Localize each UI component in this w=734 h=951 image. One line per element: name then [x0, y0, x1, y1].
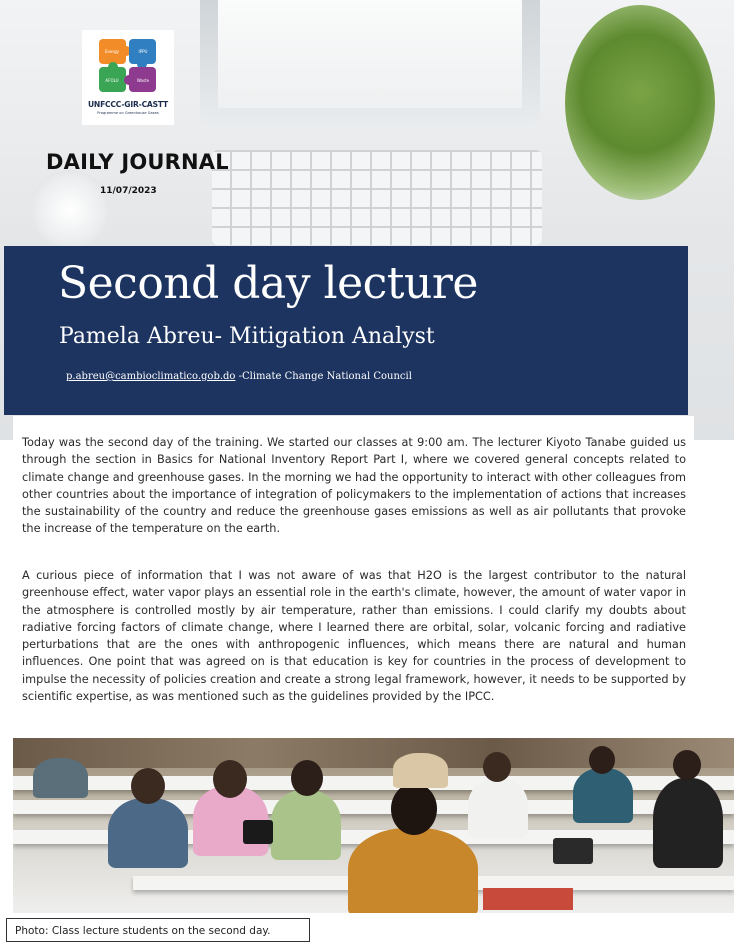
- photo-person-head: [673, 750, 701, 780]
- photo-person-head: [483, 752, 511, 782]
- puzzle-label-waste: Waste: [136, 78, 150, 83]
- photo-person-head: [131, 768, 165, 804]
- lecture-title: Second day lecture: [58, 258, 478, 309]
- author-email-link[interactable]: p.abreu@cambioclimatico.gob.do: [66, 371, 236, 382]
- plant-image: [565, 5, 715, 200]
- photo-person: [271, 790, 341, 860]
- logo-subtitle: Programme on Greenhouse Gases: [97, 111, 159, 115]
- photo-back-wall: [13, 738, 734, 768]
- photo-person-head: [291, 760, 323, 796]
- classroom-photo: [13, 738, 734, 913]
- title-banner: [4, 246, 688, 415]
- paragraph-1: Today was the second day of the training. We started our classes at 9:00 am. The lecturer Kiyoto Tanabe guided us through the section in Basics for National Inventory Report Part I, where we covered general concepts related to climate change and greenhouse gases. In the morning we had the opportunity to interact with other colleagues from other countries about the importance of integration of policymakers to the implementation of actions that increases the sustainability of the country and reduce the greenhouse gases emissions as well as air pollutants that provoke the increase of the temperature on the earth.: [22, 436, 686, 536]
- author-line: Pamela Abreu- Mitigation Analyst: [59, 324, 435, 349]
- contact-line: [66, 371, 412, 382]
- photo-laptop: [243, 820, 273, 844]
- laptop-image: [200, 0, 540, 125]
- photo-person-head: [213, 760, 247, 798]
- photo-person: [573, 768, 633, 823]
- mug-image: [30, 170, 110, 250]
- article-body: [13, 416, 694, 738]
- photo-person: [393, 753, 448, 788]
- unfccc-logo: [82, 30, 174, 125]
- photo-person: [468, 778, 528, 838]
- photo-red-folder: [483, 888, 573, 910]
- photo-person: [108, 798, 188, 868]
- photo-person-head: [391, 783, 437, 835]
- keyboard-image: [212, 150, 542, 245]
- photo-person: [653, 778, 723, 868]
- photo-person: [33, 758, 88, 798]
- photo-person-head: [589, 746, 615, 774]
- photo-person: [348, 828, 478, 913]
- puzzle-logo-icon: [96, 36, 160, 96]
- paragraph-2: A curious piece of information that I was not aware of was that H2O is the largest contributor to the natural greenhouse effect, water vapor plays an essential role in the earth's climate, however, the amount of water vapor in the atmosphere is controlled mostly by air temperature, rather than emissions. I could clarify my doubts about radiative forcing factors of climate change, where I learned there are orbital, solar, volcanic forcing and radiative perturbations that are the ones with anthropogenic influences, which means there are natural and human influences. One point that was agreed on is that education is key for countries in the process of development to impulse the necessity of policies creation and create a strong legal framework, however, it needs to be supported by scientific expertise, as was mentioned such as the guidelines provided by the IPCC.: [22, 569, 686, 704]
- laptop-screen-image: [218, 0, 522, 108]
- puzzle-label-ippu: IPPU: [138, 49, 148, 54]
- photo-laptop: [553, 838, 593, 864]
- journal-date: 11/07/2023: [100, 186, 157, 196]
- puzzle-label-afolu: AFOLU: [105, 78, 119, 83]
- puzzle-label-energy: Energy: [104, 49, 120, 54]
- journal-title: DAILY JOURNAL: [46, 150, 229, 174]
- photo-caption: Photo: Class lecture students on the second day.: [6, 918, 310, 942]
- organization-name: -Climate Change National Council: [235, 371, 412, 382]
- logo-name: UNFCCC-GIR-CASTT: [87, 100, 169, 109]
